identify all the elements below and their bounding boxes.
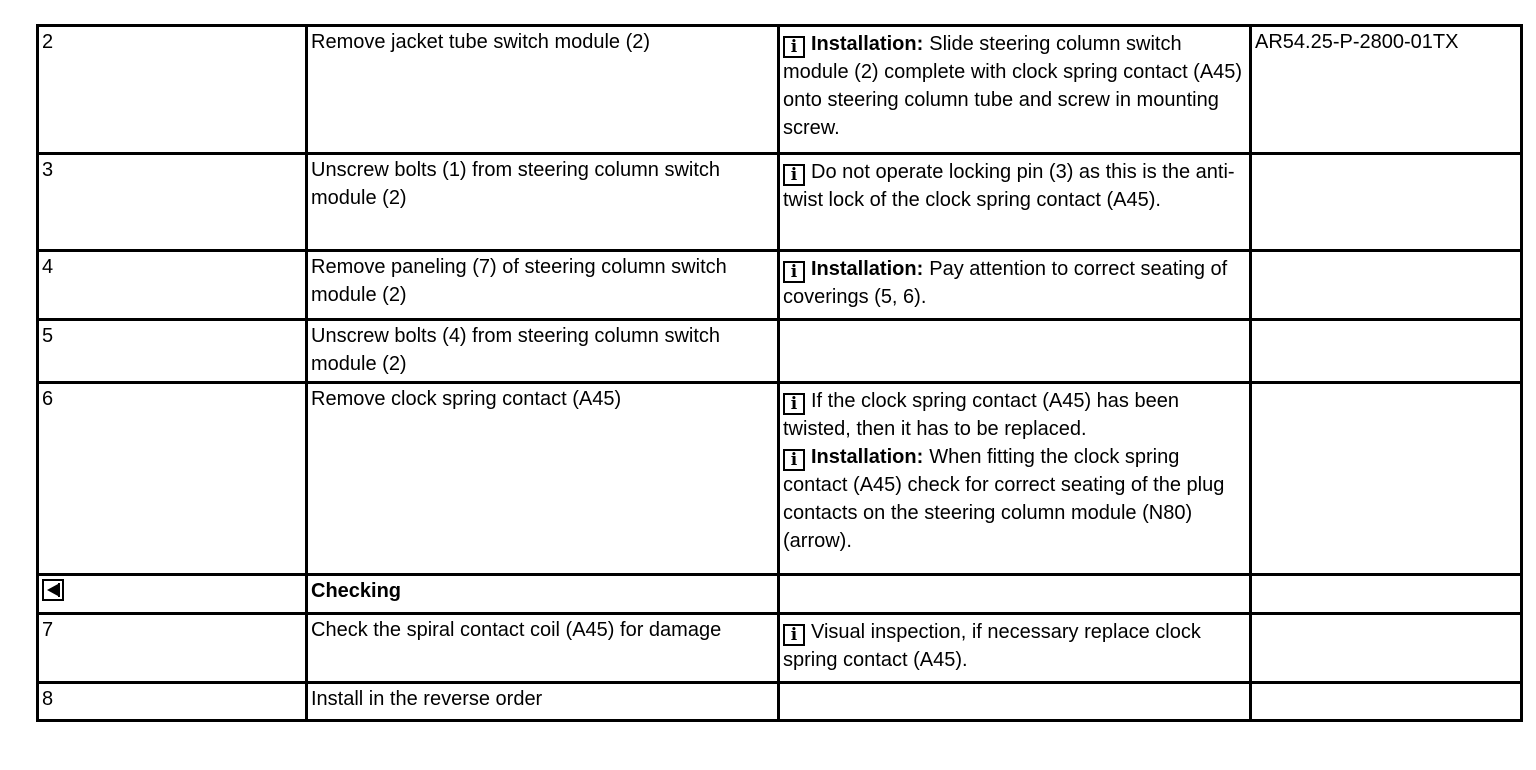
step-number-cell xyxy=(38,575,307,614)
notes-cell xyxy=(779,383,1251,575)
action-cell xyxy=(307,614,779,683)
reference-cell xyxy=(1251,154,1522,251)
reference-cell xyxy=(1251,614,1522,683)
action-text: Remove clock spring contact (A45) xyxy=(311,388,622,410)
step-number-cell xyxy=(38,320,307,383)
table-row xyxy=(38,683,1522,721)
reference-cell xyxy=(1251,683,1522,721)
reference-cell xyxy=(1251,320,1522,383)
note-text: When fitting the clock spring contact (A45) check for correct seating of the plug contacts on the steering column module (N80) (arrow). xyxy=(783,446,1225,552)
step-number-cell xyxy=(38,683,307,721)
action-text: Remove paneling (7) of steering column switch module (2) xyxy=(311,256,727,306)
note xyxy=(783,387,1245,443)
section-heading: Checking xyxy=(311,580,402,602)
action-cell xyxy=(307,251,779,320)
table-row xyxy=(38,614,1522,683)
action-cell xyxy=(307,26,779,154)
note xyxy=(783,443,1245,555)
action-cell xyxy=(307,154,779,251)
note-text: Visual inspection, if necessary replace clock spring contact (A45). xyxy=(783,621,1201,671)
step-number: 3 xyxy=(42,159,54,181)
reference-cell xyxy=(1251,26,1522,154)
table-row xyxy=(38,575,1522,614)
note-text: If the clock spring contact (A45) has been twisted, then it has to be replaced. xyxy=(783,390,1179,440)
step-number: 6 xyxy=(42,388,54,410)
action-text: Remove jacket tube switch module (2) xyxy=(311,31,651,53)
note-label: Installation: xyxy=(811,446,924,468)
note xyxy=(783,618,1245,674)
step-number-cell xyxy=(38,251,307,320)
reference-cell xyxy=(1251,575,1522,614)
note-text: Slide steering column switch module (2) complete with clock spring contact (A45) onto steering column tube and screw in mounting screw. xyxy=(783,33,1243,139)
action-text: Unscrew bolts (4) from steering column switch module (2) xyxy=(311,325,721,375)
table-row xyxy=(38,154,1522,251)
info-icon: i xyxy=(783,36,805,58)
reference-cell xyxy=(1251,251,1522,320)
action-text: Unscrew bolts (1) from steering column switch module (2) xyxy=(311,159,721,209)
table-row xyxy=(38,383,1522,575)
action-text: Check the spiral contact coil (A45) for damage xyxy=(311,619,722,641)
table-row xyxy=(38,251,1522,320)
info-icon: i xyxy=(783,624,805,646)
notes-cell xyxy=(779,320,1251,383)
action-cell xyxy=(307,320,779,383)
step-number-cell xyxy=(38,614,307,683)
note xyxy=(783,158,1245,214)
note-label: Installation: xyxy=(811,33,924,55)
reference-cell xyxy=(1251,383,1522,575)
step-number-cell xyxy=(38,26,307,154)
reference-link[interactable]: AR54.25-P-2800-01TX xyxy=(1255,31,1459,53)
action-cell xyxy=(307,575,779,614)
table-row xyxy=(38,320,1522,383)
info-icon: i xyxy=(783,393,805,415)
step-number-cell xyxy=(38,154,307,251)
step-number: 2 xyxy=(42,31,54,53)
notes-cell xyxy=(779,683,1251,721)
notes-cell xyxy=(779,26,1251,154)
note-text: Pay attention to correct seating of coverings (5, 6). xyxy=(783,258,1228,308)
notes-cell xyxy=(779,614,1251,683)
step-number: 7 xyxy=(42,619,54,641)
step-number: 5 xyxy=(42,325,54,347)
info-icon: i xyxy=(783,449,805,471)
notes-cell xyxy=(779,251,1251,320)
info-icon: i xyxy=(783,164,805,186)
step-number-cell xyxy=(38,383,307,575)
note-label: Installation: xyxy=(811,258,924,280)
checking-symbol-icon xyxy=(42,579,64,601)
step-number: 8 xyxy=(42,688,54,710)
table-row xyxy=(38,26,1522,154)
info-icon: i xyxy=(783,261,805,283)
notes-cell xyxy=(779,154,1251,251)
action-text: Install in the reverse order xyxy=(311,688,543,710)
step-number: 4 xyxy=(42,256,54,278)
procedure-table xyxy=(36,24,1523,722)
note xyxy=(783,255,1245,311)
note xyxy=(783,30,1245,142)
action-cell xyxy=(307,383,779,575)
action-cell xyxy=(307,683,779,721)
note-text: Do not operate locking pin (3) as this is the anti-twist lock of the clock spring contact (A45). xyxy=(783,161,1235,211)
notes-cell xyxy=(779,575,1251,614)
